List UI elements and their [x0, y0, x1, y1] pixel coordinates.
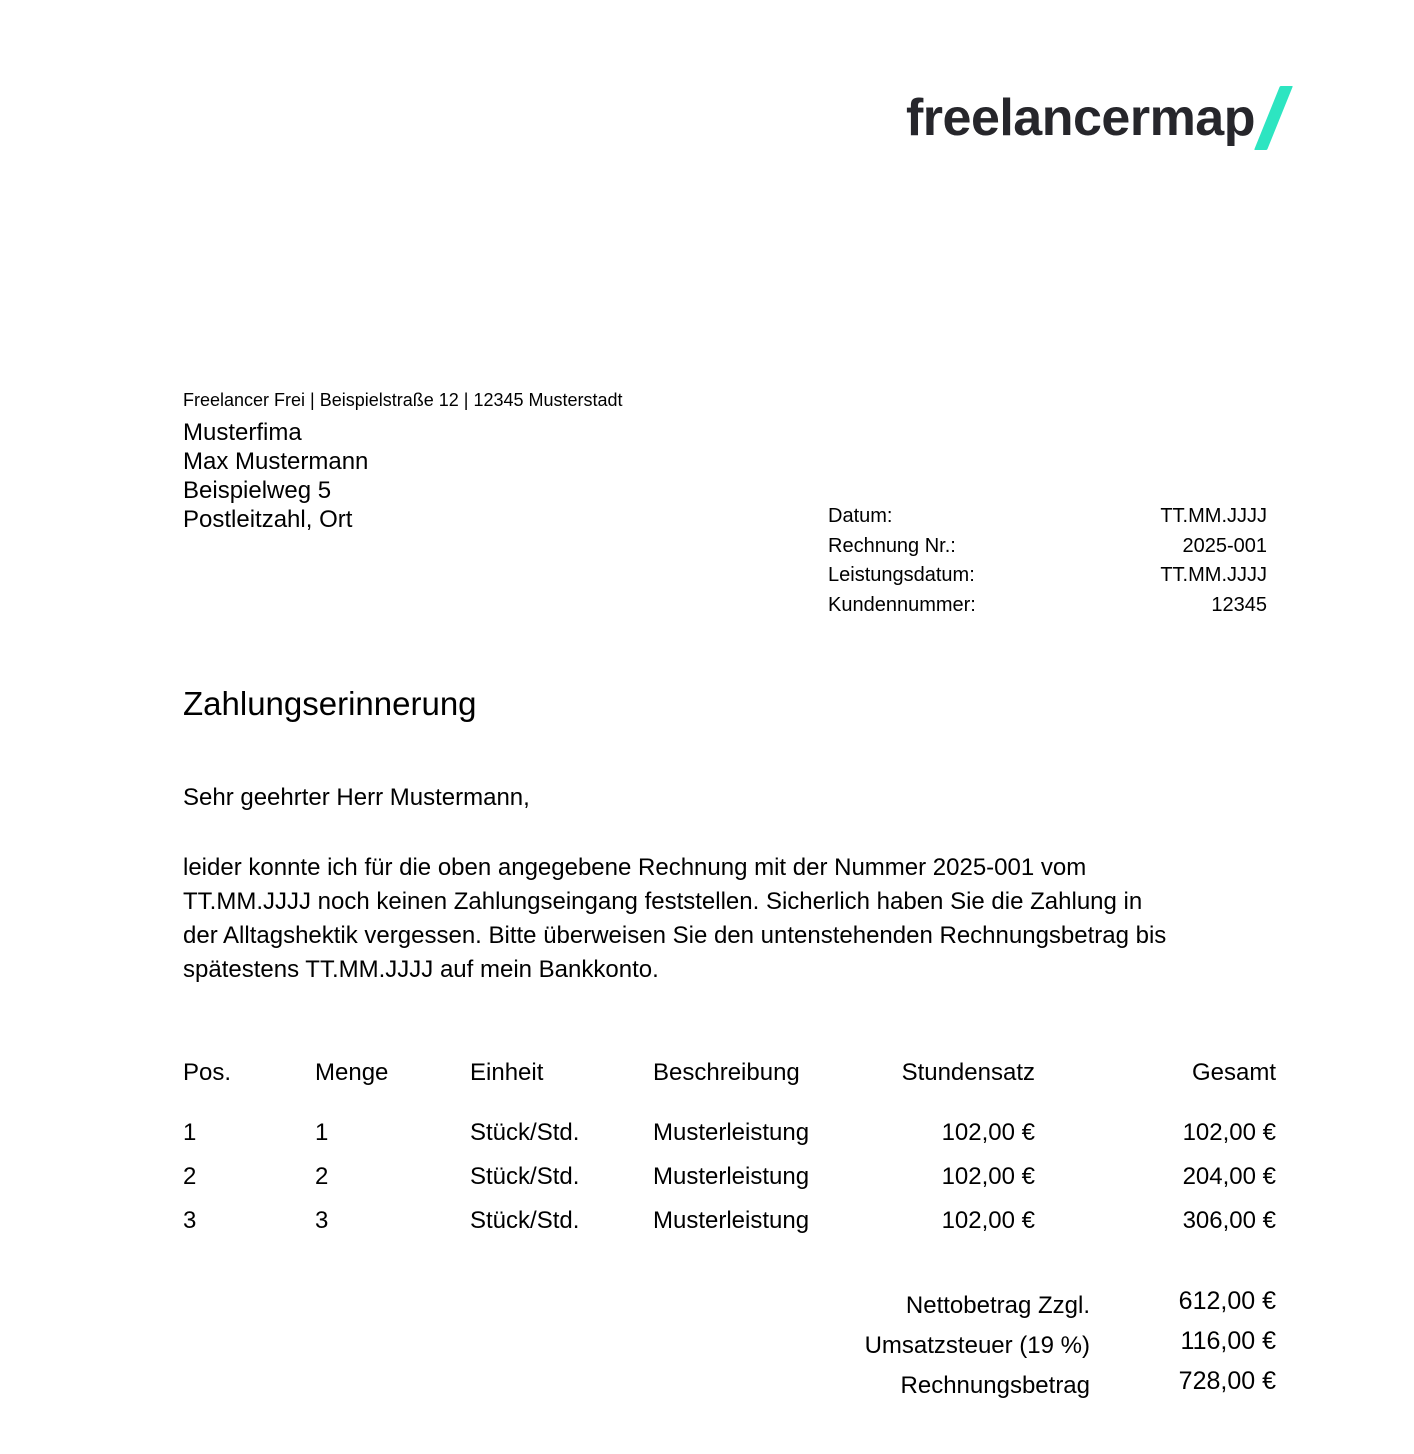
recipient-name: Max Mustermann: [183, 448, 369, 475]
recipient-address-block: [183, 418, 368, 534]
total-value-grand: 728,00 €: [1178, 1367, 1276, 1395]
meta-row-service-date: [828, 561, 1267, 591]
salutation: Sehr geehrter Herr Mustermann,: [183, 784, 530, 811]
table-header-row: [183, 1060, 1276, 1086]
cell-einheit: Stück/Std.: [470, 1207, 580, 1234]
total-label-net: Nettobetrag Zzgl.: [905, 1292, 1090, 1319]
meta-row-customer-number: [828, 591, 1267, 621]
meta-label-service-date: Leistungsdatum:: [828, 564, 975, 586]
cell-menge: 1: [315, 1119, 329, 1146]
cell-pos: 3: [183, 1207, 197, 1234]
body-line: TT.MM.JJJJ noch keinen Zahlungseingang feststellen. Sicherlich haben Sie die Zahlung in: [183, 888, 1143, 915]
recipient-city: Postleitzahl, Ort: [183, 506, 353, 533]
column-header-gesamt: Gesamt: [1191, 1059, 1276, 1086]
column-header-einheit: Einheit: [470, 1059, 544, 1086]
meta-value-customer-number: 12345: [1211, 593, 1267, 616]
body-line: der Alltagshektik vergessen. Bitte überweisen Sie den untenstehenden Rechnungsbetrag bis: [183, 922, 1167, 949]
column-header-stundensatz: Stundensatz: [901, 1059, 1035, 1086]
cell-einheit: Stück/Std.: [470, 1163, 580, 1190]
logo-wordmark: freelancermap: [905, 89, 1255, 147]
total-value-net: 612,00 €: [1178, 1287, 1276, 1315]
cell-pos: 1: [183, 1119, 197, 1146]
column-header-beschreibung: Beschreibung: [653, 1059, 800, 1086]
table-row: [183, 1208, 1276, 1234]
freelancermap-logo: [906, 86, 1286, 150]
recipient-street: Beispielweg 5: [183, 477, 332, 504]
body-line: spätestens TT.MM.JJJJ auf mein Bankkonto.: [183, 956, 659, 983]
column-header-menge: Menge: [315, 1059, 389, 1086]
total-row-grand: [183, 1367, 1276, 1399]
cell-menge: 3: [315, 1207, 329, 1234]
total-value-vat: 116,00 €: [1180, 1327, 1276, 1355]
meta-value-invoice-number: 2025-001: [1182, 534, 1267, 557]
meta-label-invoice-number: Rechnung Nr.:: [828, 534, 956, 557]
cell-gesamt: 102,00 €: [1182, 1119, 1276, 1146]
cell-pos: 2: [183, 1163, 197, 1190]
line-items-table: [183, 1060, 1276, 1252]
meta-row-invoice-number: [828, 532, 1267, 562]
cell-stundensatz: 102,00 €: [941, 1163, 1035, 1190]
total-label-vat: Umsatzsteuer (19 %): [864, 1332, 1090, 1359]
cell-beschreibung: Musterleistung: [653, 1119, 810, 1146]
cell-stundensatz: 102,00 €: [941, 1207, 1035, 1234]
total-row-vat: [183, 1327, 1276, 1359]
cell-beschreibung: Musterleistung: [653, 1207, 810, 1234]
cell-einheit: Stück/Std.: [470, 1119, 580, 1146]
cell-beschreibung: Musterleistung: [653, 1163, 810, 1190]
meta-row-date: [828, 502, 1267, 532]
table-row: [183, 1120, 1276, 1146]
document-title: Zahlungserinnerung: [183, 685, 477, 722]
table-row: [183, 1164, 1276, 1190]
recipient-company: Musterfima: [183, 419, 302, 446]
sender-address-line: Freelancer Frei | Beispielstraße 12 | 12345 Musterstadt: [183, 390, 623, 410]
cell-gesamt: 306,00 €: [1182, 1207, 1276, 1234]
logo-slash-icon: [1254, 86, 1293, 150]
body-line: leider konnte ich für die oben angegebene Rechnung mit der Nummer 2025-001 vom: [183, 854, 1087, 881]
meta-value-service-date: TT.MM.JJJJ: [1160, 564, 1267, 586]
body-paragraph: [183, 851, 1166, 987]
total-label-grand: Rechnungsbetrag: [900, 1372, 1090, 1399]
total-row-net: [183, 1287, 1276, 1319]
column-header-pos: Pos.: [183, 1059, 232, 1086]
cell-gesamt: 204,00 €: [1182, 1163, 1276, 1190]
meta-label-customer-number: Kundennummer:: [828, 593, 976, 616]
invoice-meta-block: [828, 502, 1267, 620]
meta-value-date: TT.MM.JJJJ: [1160, 505, 1267, 527]
totals-block: [183, 1287, 1276, 1412]
meta-label-date: Datum:: [828, 505, 893, 527]
cell-stundensatz: 102,00 €: [941, 1119, 1035, 1146]
cell-menge: 2: [315, 1163, 329, 1190]
